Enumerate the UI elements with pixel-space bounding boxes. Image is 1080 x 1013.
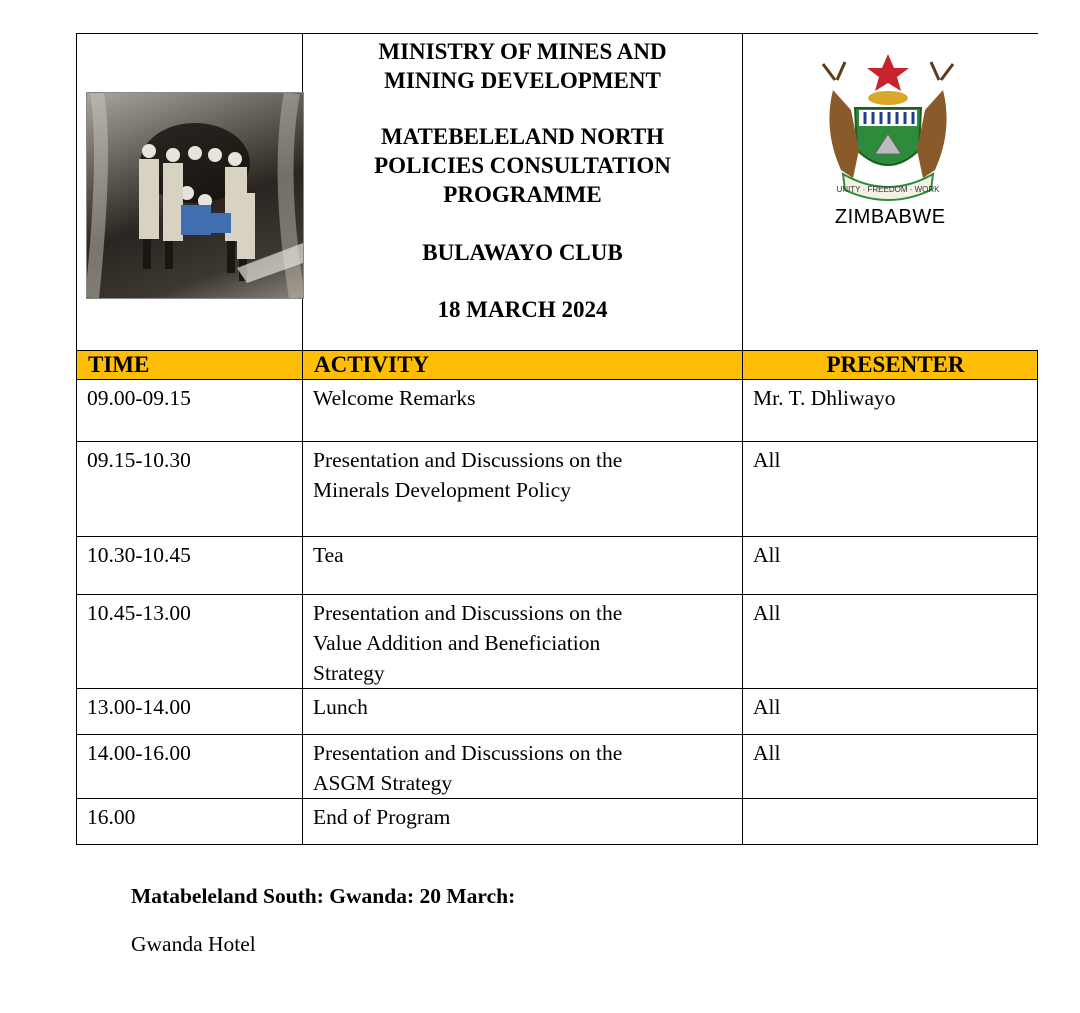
venue-title: BULAWAYO CLUB	[422, 240, 623, 265]
time-cell: 13.00-14.00	[87, 695, 191, 719]
time-cell: 10.45-13.00	[87, 601, 191, 625]
activity-cell: Presentation and Discussions on the ASGM Strategy	[313, 741, 623, 795]
table-row	[77, 735, 1038, 799]
header-row	[77, 34, 1038, 351]
column-header: ACTIVITY	[303, 351, 743, 380]
presenter-cell: All	[753, 695, 781, 719]
activity-cell: Tea	[313, 543, 344, 567]
presenter-cell: All	[753, 543, 781, 567]
svg-text:UNITY · FREEDOM · WORK: UNITY · FREEDOM · WORK	[836, 185, 940, 194]
miners-photo	[86, 92, 304, 299]
logo-cell	[743, 34, 1038, 351]
time-cell: 16.00	[87, 805, 136, 829]
table-row	[77, 689, 1038, 735]
table-row	[77, 799, 1038, 845]
column-header: TIME	[77, 351, 303, 380]
title-line: POLICIES CONSULTATION	[374, 153, 671, 178]
presenter-cell: All	[753, 601, 781, 625]
date-title: 18 MARCH 2024	[437, 297, 608, 322]
table-row	[77, 537, 1038, 595]
country-label: ZIMBABWE	[834, 206, 946, 228]
presenter-cell: Mr. T. Dhliwayo	[753, 386, 896, 410]
title-line: MINISTRY OF MINES AND	[378, 39, 667, 64]
table-row	[77, 442, 1038, 537]
activity-cell: Welcome Remarks	[313, 386, 476, 410]
activity-cell: Presentation and Discussions on the Value Addition and Beneficiation Strategy	[313, 601, 623, 685]
column-header: PRESENTER	[743, 351, 1038, 380]
programme-table	[76, 33, 1038, 845]
activity-cell: End of Program	[313, 805, 451, 829]
next-session-heading: Matabeleland South: Gwanda: 20 March:	[131, 884, 516, 908]
photo-cell	[77, 34, 303, 351]
title-line: MATEBELELAND NORTH	[380, 124, 665, 149]
table-row	[77, 595, 1038, 689]
time-cell: 09.00-09.15	[87, 386, 191, 410]
presenter-cell	[743, 799, 1037, 802]
title-line: PROGRAMME	[443, 182, 602, 207]
column-header-row	[77, 351, 1038, 380]
title-cell	[303, 34, 743, 351]
presenter-cell: All	[753, 741, 781, 765]
title-line: MINING DEVELOPMENT	[384, 68, 661, 93]
presenter-cell: All	[753, 448, 781, 472]
next-session-venue: Gwanda Hotel	[131, 932, 256, 956]
time-cell: 14.00-16.00	[87, 741, 191, 765]
activity-cell: Presentation and Discussions on the Minerals Development Policy	[313, 448, 623, 502]
activity-cell: Lunch	[313, 695, 368, 719]
table-row	[77, 380, 1038, 442]
time-cell: 10.30-10.45	[87, 543, 191, 567]
time-cell: 09.15-10.30	[87, 448, 191, 472]
coat-of-arms-icon	[793, 50, 983, 220]
